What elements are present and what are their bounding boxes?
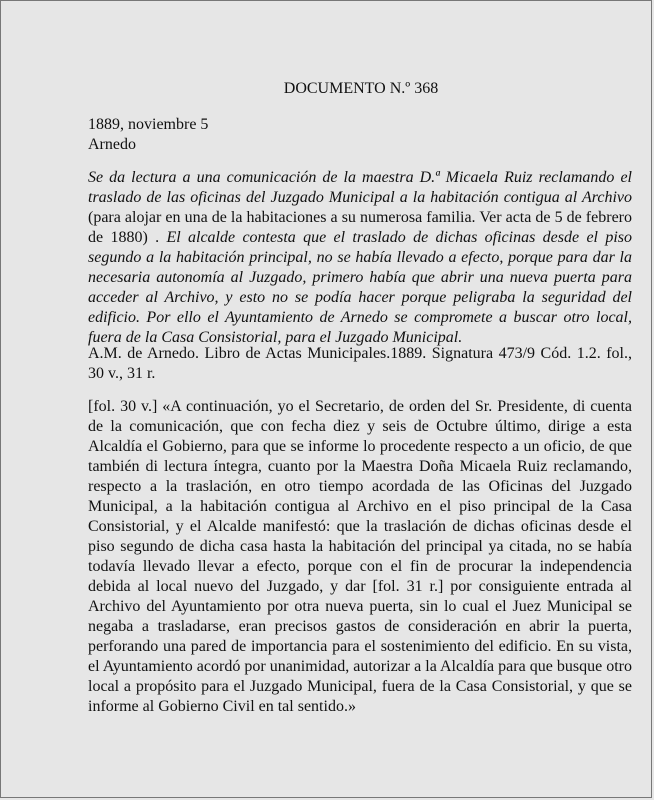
summary-italic-2: El alcalde contesta que el traslado de dichas oficinas desde el piso segundo a la habitación principal, no se había llevado a efecto, porque para dar la necesaria autonomía al Juzgado, primero había que abrir una nueva puerta para acceder al Archivo, y esto no se podía hacer porque peligraba la seguridad del edificio. Por ello el Ayuntamiento de Arnedo se compromete a buscar otro local, fuera de la Casa Consistorial, para el Juzgado Municipal.: [88, 229, 632, 346]
summary-roman: (para alojar en una de la habitaciones a su numerosa familia. Ver acta de 5 de febrero de 1880) .: [88, 209, 632, 246]
document-transcript: [fol. 30 v.] «A continuación, yo el Secretario, de orden del Sr. Presidente, di cuenta de la comunicación, que con fecha diez y seis de Octubre último, dirige a esta Alcaldía el Gobierno, para que se informe lo procedente respecto a un oficio, de que también di lectura íntegra, cuanto por la Maestra Doña Micaela Ruiz reclamando, respecto a la traslación, en otro tiempo acordada de las Oficinas del Juzgado Municipal, a la habitación contigua al Archivo en el piso principal de la Casa Consistorial, y el Alcalde manifestó: que la traslación de dichas oficinas desde el piso segundo de dicha casa hasta la habitación del principal ya citada, no se había todavía llevado llevar a efecto, porque con el fin de procurar la independencia debida al local nuevo del Juzgado, y dar [fol. 31 r.] por consiguiente entrada al Archivo del Ayuntamiento por otra nueva puerta, sin lo cual el Juez Municipal se negaba a trasladarse, eran precisos gastos de consideración en abrir la puerta, perforando una pared de importancia para el sostenimiento del edificio. En su vista, el Ayuntamiento acordó por unanimidad, autorizar a la Alcaldía para que busque otro local a propósito para el Juzgado Municipal, fuera de la Casa Consistorial, y que se informe al Gobierno Civil en tal sentido.»: [88, 398, 632, 715]
document-header: [88, 115, 208, 155]
document-source: A.M. de Arnedo. Libro de Actas Municipales.1889. Signatura 473/9 Cód. 1.2. fol., 30 v., 31 r.: [88, 345, 632, 382]
document-date: 1889, noviembre 5: [88, 116, 209, 133]
document-place: Arnedo: [88, 136, 136, 153]
document-summary: [88, 168, 632, 348]
document-title: DOCUMENTO N.º 368: [283, 80, 439, 97]
summary-italic-1: Se da lectura a una comunicación de la maestra D.ª Micaela Ruiz reclamando el traslado de las oficinas del Juzgado Municipal a la habitación contigua al Archivo: [88, 169, 632, 206]
